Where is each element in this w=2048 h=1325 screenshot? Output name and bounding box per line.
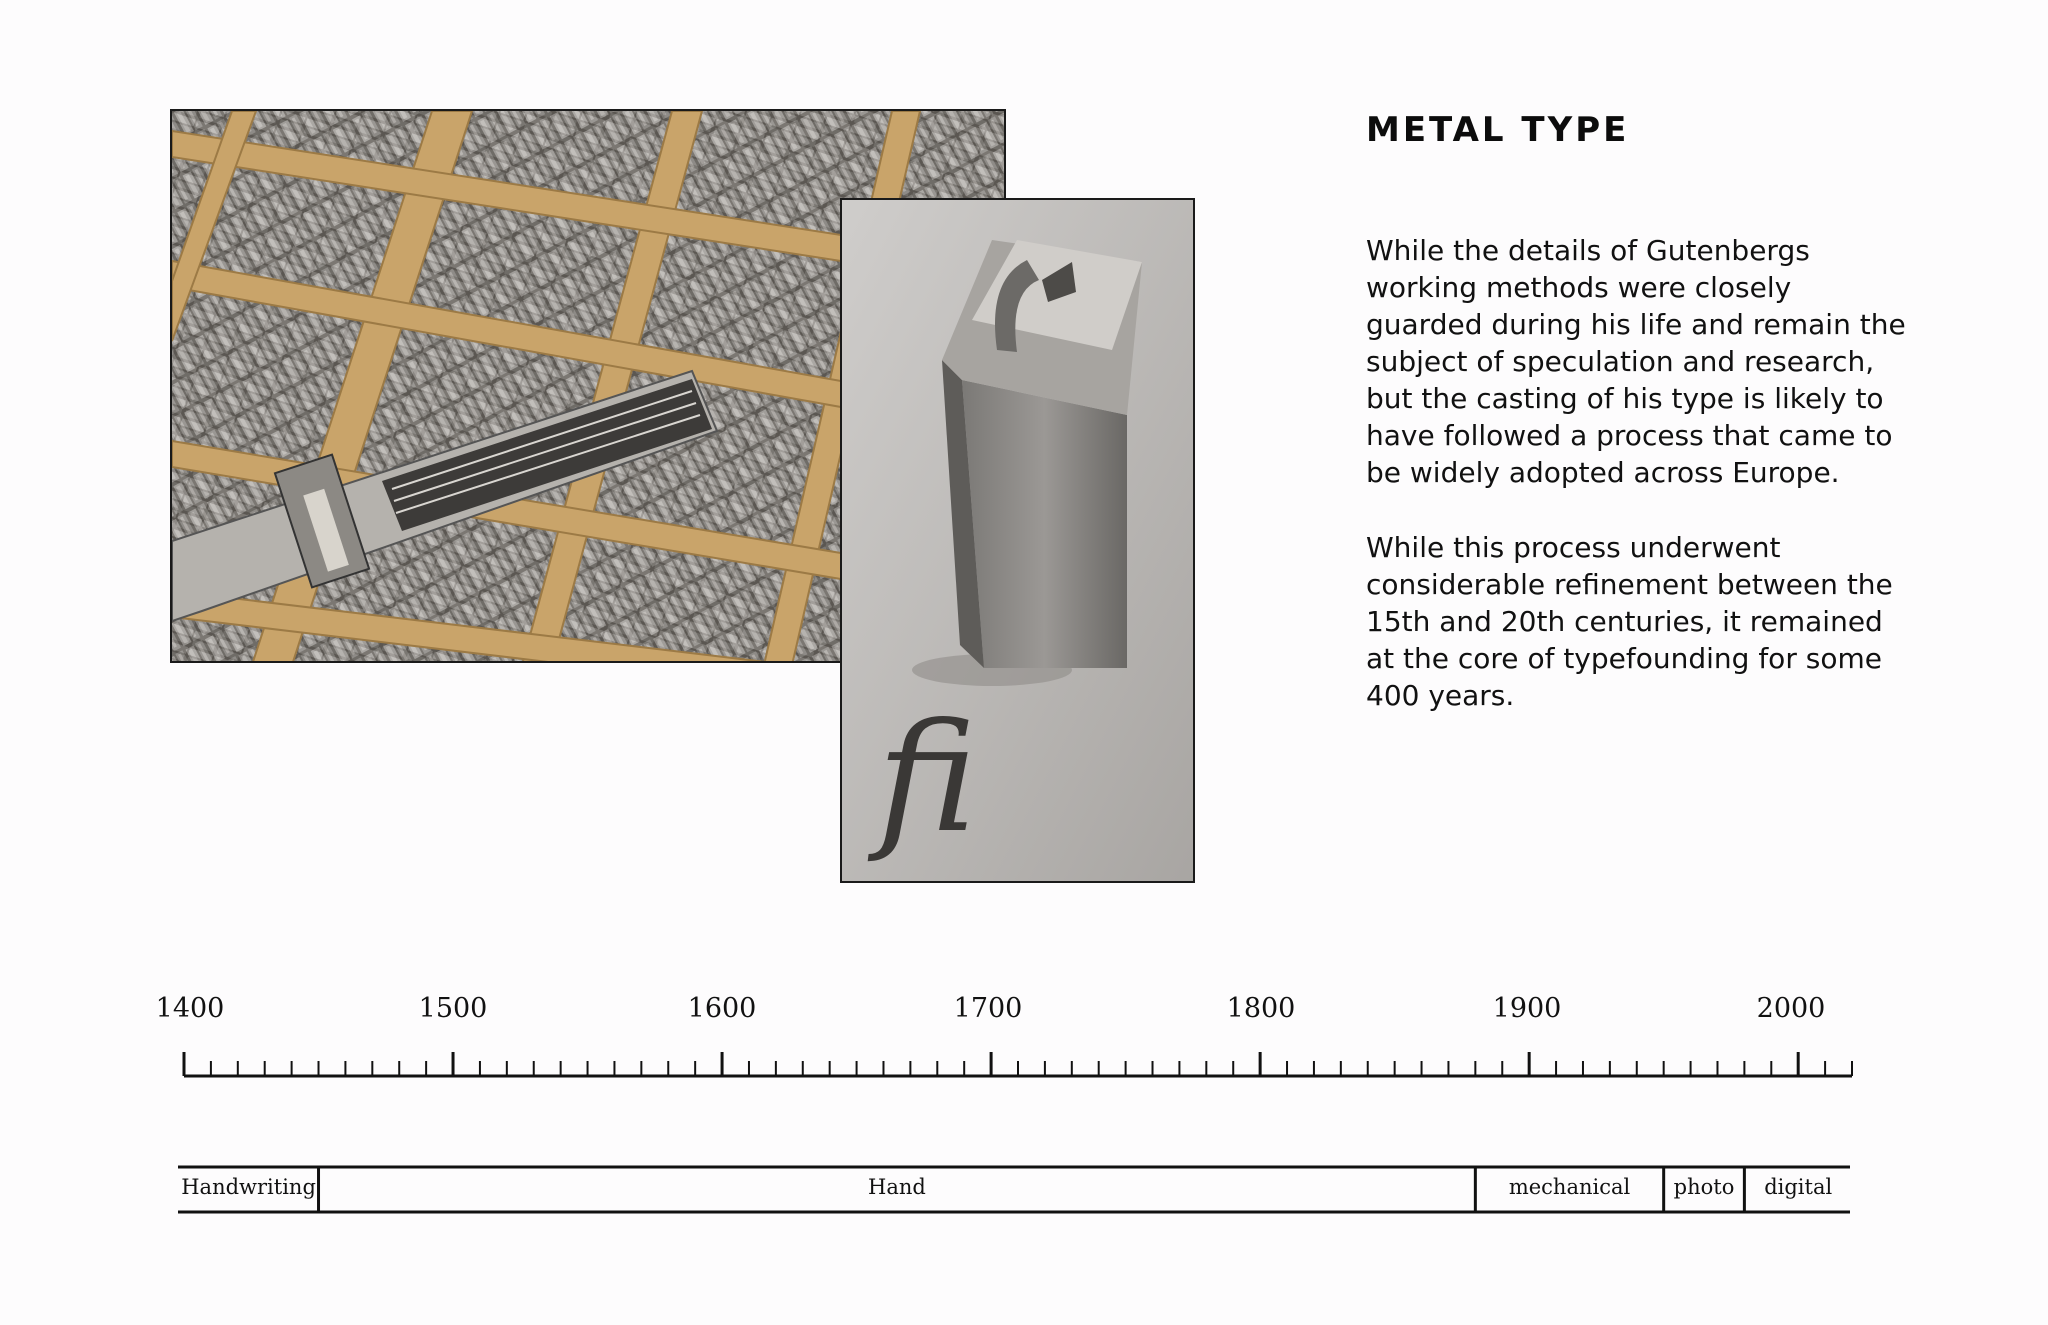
year-label-1600: 1600 [687,993,757,1024]
era-label-photo: photo [1673,1175,1735,1199]
page-title: METAL TYPE [1366,110,1630,150]
year-label-1500: 1500 [418,993,488,1024]
svg-text:fi: fi [877,692,978,866]
era-label-handwriting: Handwriting [181,1175,316,1199]
year-label-1400: 1400 [155,993,225,1024]
era-label-mechanical: mechanical [1508,1175,1631,1199]
year-label-1900: 1900 [1492,993,1562,1024]
era-label-digital: digital [1764,1175,1833,1199]
era-label-hand: Hand [868,1175,926,1199]
year-label-1700: 1700 [953,993,1023,1024]
paragraph-1: While the details of Gutenbergs working methods were closely guarded during his life and remain the subject of speculation and research, but the casting of his type is likely to have followed a process that came to be widely adopted across Europe. [1366,234,1906,489]
year-label-2000: 2000 [1756,993,1826,1024]
metal-sort-photo [840,198,1195,883]
paragraph-2: While this process underwent considerable refinement between the 15th and 20th centuries, it remained at the core of typefounding for some 400 years. [1366,531,1893,712]
year-label-1800: 1800 [1226,993,1296,1024]
